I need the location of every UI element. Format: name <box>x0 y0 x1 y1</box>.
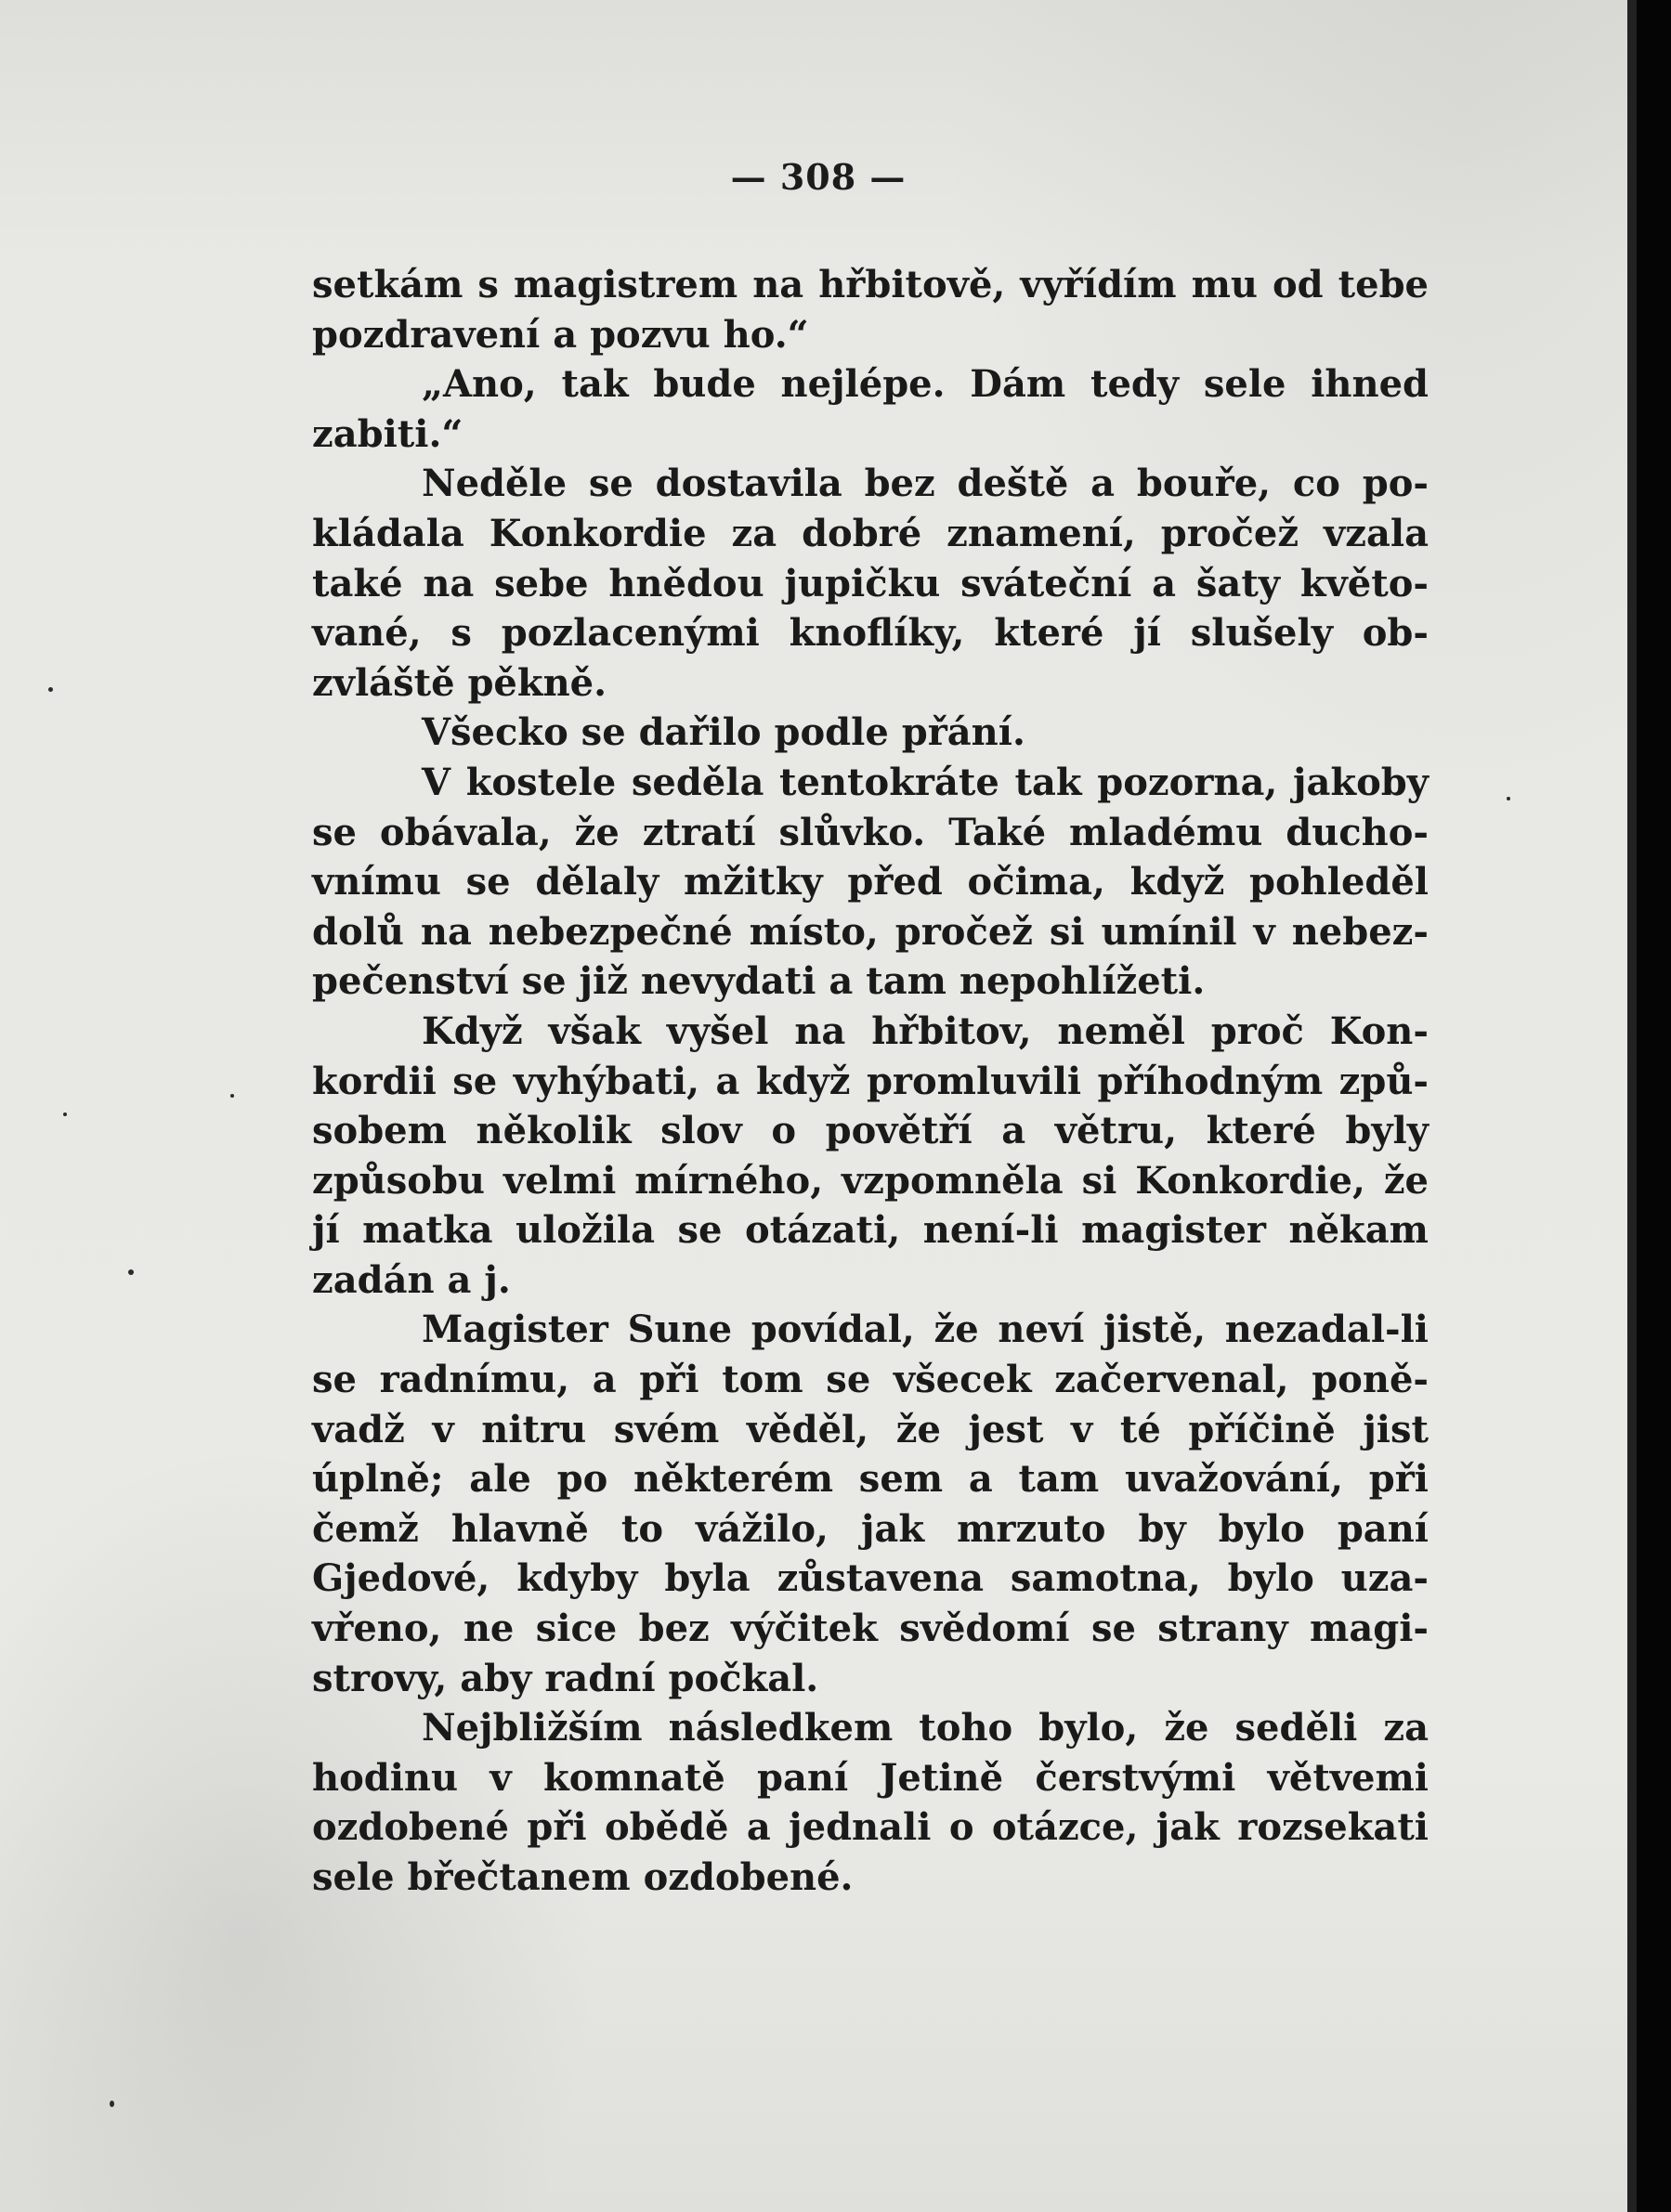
text-line: vané, s pozlacenými knoflíky, které jí slušely ob- <box>312 611 1429 656</box>
text-line: strovy, aby radní počkal. <box>312 1656 819 1700</box>
ink-speck <box>128 1269 134 1275</box>
text-line: zvláště pěkně. <box>312 660 607 705</box>
page-number: — 308 — <box>730 156 907 198</box>
text-line: Gjedové, kdyby byla zůstavena samotna, bylo uza- <box>312 1556 1429 1601</box>
text-line: způsobu velmi mírného, vzpomněla si Konkordie, že <box>312 1158 1429 1203</box>
text-line: hodinu v komnatě paní Jetině čerstvými větvemi <box>312 1755 1429 1800</box>
ink-speck <box>110 2101 114 2107</box>
text-line: Neděle se dostavila bez deště a bouře, co po- <box>422 462 1429 506</box>
ink-speck <box>63 1113 67 1116</box>
text-line: kordii se vyhýbati, a když promluvili příhodným způ- <box>312 1059 1429 1103</box>
ink-speck <box>230 1094 234 1098</box>
body-text <box>312 260 1429 1903</box>
ink-speck <box>1507 797 1510 800</box>
text-line: úplně; ale po některém sem a tam uvažování, při <box>312 1457 1429 1502</box>
text-line: vřeno, ne sice bez výčitek svědomí se strany magi- <box>312 1607 1429 1651</box>
text-line: setkám s magistrem na hřbitově, vyřídím mu od tebe <box>312 263 1429 306</box>
text-line: vadž v nitru svém věděl, že jest v té příčině jist <box>312 1407 1429 1451</box>
text-line: se obávala, že ztratí slůvko. Také mladému ducho- <box>312 810 1429 854</box>
text-line: také na sebe hnědou jupičku sváteční a šaty květo- <box>312 561 1429 605</box>
text-line: ozdobené při obědě a jednali o otázce, jak rozsekati <box>312 1805 1429 1850</box>
text-line: „Ano, tak bude nejlépe. Dám tedy sele ihned <box>422 362 1429 407</box>
text-line: Magister Sune povídal, že neví jistě, nezadal-li <box>422 1308 1429 1352</box>
text-line: zabiti.“ <box>312 411 463 456</box>
text-line: vnímu se dělaly mžitky před očima, když pohleděl <box>312 860 1429 904</box>
text-line: jí matka uložila se otázati, není-li magister někam <box>312 1208 1429 1253</box>
text-line: sele břečtanem ozdobené. <box>312 1855 854 1899</box>
text-line: dolů na nebezpečné místo, pročež si umínil v nebez- <box>312 909 1429 954</box>
text-line: zadán a j. <box>312 1257 511 1302</box>
text-line: Nejbližším následkem toho bylo, že seděli za <box>422 1706 1429 1750</box>
text-line: V kostele seděla tentokráte tak pozorna, jakoby <box>422 760 1429 804</box>
text-line: pečenství se již nevydati a tam nepohlížeti. <box>312 959 1206 1004</box>
text-line: kládala Konkordie za dobré znamení, pročež vzala <box>312 511 1429 555</box>
page-shadow-edge <box>1637 0 1671 2212</box>
text-line: pozdravení a pozvu ho.“ <box>312 312 809 357</box>
ink-speck <box>48 687 53 692</box>
text-line: sobem několik slov o povětří a větru, které byly <box>312 1109 1429 1153</box>
text-line: čemž hlavně to vážilo, jak mrzuto by bylo paní <box>312 1506 1429 1551</box>
text-line: se radnímu, a při tom se všecek začervenal, poně- <box>312 1358 1429 1402</box>
text-line: Všecko se dařilo podle přání. <box>422 710 1025 755</box>
text-line: Když však vyšel na hřbitov, neměl proč Kon- <box>422 1008 1429 1053</box>
